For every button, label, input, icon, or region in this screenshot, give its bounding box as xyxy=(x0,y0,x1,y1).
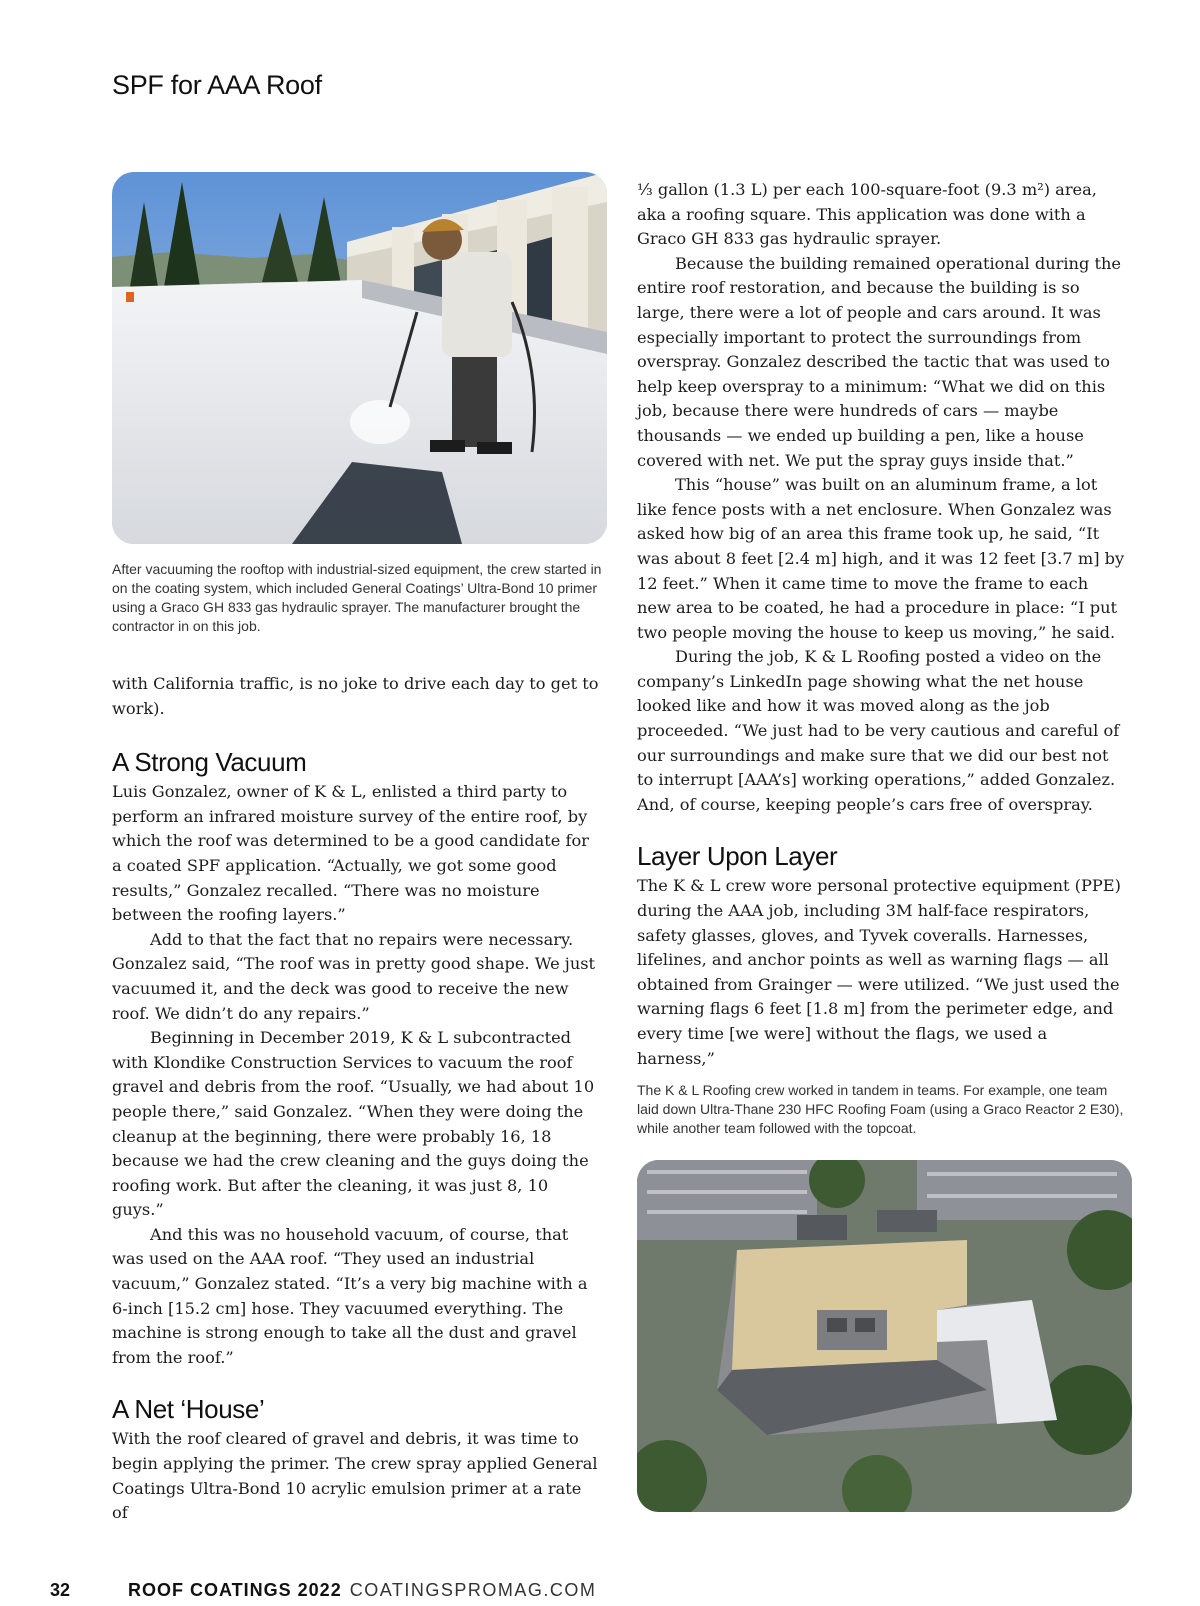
magazine-name: ROOF COATINGS 2022 xyxy=(128,1580,342,1600)
paragraph-net-1: With the roof cleared of gravel and debris, it was time to begin applying the primer. The crew spray applied General Coatings Ultra-Bond 10 acrylic emulsion primer at a rate of xyxy=(112,1429,598,1523)
paragraph-right-2: Because the building remained operational during the entire roof restoration, and because the building is so large, there were a lot of people and cars around. It was especially important to protect the surroundings from overspray. Gonzalez described the tactic that was used to help keep overspray to a minimum: “What we did on this job, because there were hundreds of cars — maybe thousands — we ended up building a pen, like a house covered with net. We put the spray guys inside that.” xyxy=(637,253,1121,470)
paragraph-intro: with California traffic, is no joke to drive each day to get to work). xyxy=(112,674,599,718)
heading-layer-upon-layer: Layer Upon Layer xyxy=(637,841,838,872)
paragraph-right-3: This “house” was built on an aluminum frame, a lot like fence posts with a net enclosure. When Gonzalez was asked how big of an area this frame took up, he said, “It was about 8 feet [2.4 m] high, and it was 12 feet [3.7 m] by 12 feet.” When it came time to move the frame to each new area to be coated, he had a procedure in place: “I put two people moving the house to keep us moving,” he said. xyxy=(637,475,1125,642)
paragraph-vacuum-3: Beginning in December 2019, K & L subcontracted with Klondike Construction Services to vacuum the roof gravel and debris from the roof. “Usually, we had about 10 people there,” said Gonzalez. “When they were doing the cleanup at the beginning, there were probably 16, 18 because we had the crew cleaning and the guys doing the roofing work. But after the cleaning, it was just 8, 10 guys.” xyxy=(112,1028,595,1220)
page-number: 32 xyxy=(50,1580,71,1600)
page-footer xyxy=(50,1580,596,1601)
paragraph-vacuum-4: And this was no household vacuum, of course, that was used on the AAA roof. “They used an industrial vacuum,” Gonzalez stated. “It’s a very big machine with a 6-inch [15.2 cm] hose. They vacuumed everything. The machine is strong enough to take all the dust and gravel from the roof.” xyxy=(112,1224,588,1367)
paragraph-layer-1: The K & L crew wore personal protective equipment (PPE) during the AAA job, including 3M half-face respirators, safety glasses, gloves, and Tyvek coveralls. Harnesses, lifelines, and anchor points as well as warning flags — all obtained from Grainger — were utilized. “We just used the warning flags 6 feet [1.8 m] from the perimeter edge, and every time [we were] without the flags, we used a harness,” xyxy=(637,876,1121,1068)
photo-aerial-roof xyxy=(637,1160,1132,1512)
left-column xyxy=(112,172,602,1526)
heading-net-house: A Net ‘House’ xyxy=(112,1394,265,1425)
paragraph-right-4: During the job, K & L Roofing posted a video on the company’s LinkedIn page showing what the net house looked like and how it was moved along as the job proceeded. “We just had to be very cautious and careful of our surroundings and make sure that we did our best not to interrupt [AAA’s] working operations,” added Gonzalez. And, of course, keeping people’s cars free of overspray. xyxy=(637,647,1120,814)
paragraph-vacuum-1: Luis Gonzalez, owner of K & L, enlisted a third party to perform an infrared moisture survey of the entire roof, by which the roof was determined to be a good candidate for a coated SPF application. “Actually, we got some good results,” Gonzalez recalled. “There was no moisture between the roofing layers.” xyxy=(112,782,589,925)
photo-worker-spraying-primer xyxy=(112,172,607,544)
magazine-url: COATINGSPROMAG.COM xyxy=(349,1580,597,1600)
photo-caption-right: The K & L Roofing crew worked in tandem in teams. For example, one team laid down Ultra-Thane 230 HFC Roofing Foam (using a Graco Reactor 2 E30), while another team followed with the topcoat. xyxy=(637,1082,1124,1137)
section-title: SPF for AAA Roof xyxy=(112,70,322,100)
paragraph-right-1: ⅓ gallon (1.3 L) per each 100-square-foot (9.3 m²) area, aka a roofing square. This application was done with a Graco GH 833 gas hydraulic sprayer. xyxy=(637,180,1097,249)
photo-caption-left: After vacuuming the rooftop with industrial-sized equipment, the crew started in on the coating system, which included General Coatings’ Ultra-Bond 10 primer using a Graco GH 833 gas hydraulic sprayer. The manufacturer brought the contractor in on this job. xyxy=(112,561,602,634)
paragraph-vacuum-2: Add to that the fact that no repairs were necessary. Gonzalez said, “The roof was in pretty good shape. We just vacuumed it, and the deck was good to receive the new roof. We didn’t do any repairs.” xyxy=(112,929,596,1023)
right-column xyxy=(637,178,1127,1512)
heading-strong-vacuum: A Strong Vacuum xyxy=(112,747,307,778)
